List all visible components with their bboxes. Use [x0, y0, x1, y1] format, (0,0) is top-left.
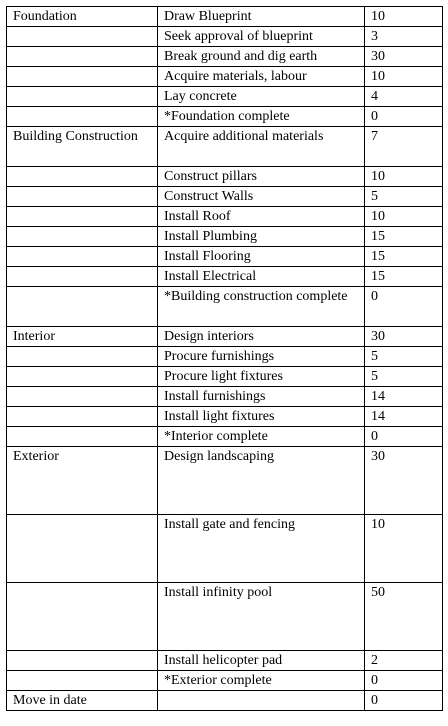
table-row [7, 267, 443, 287]
phase-cell [7, 207, 158, 227]
schedule-table [6, 6, 443, 711]
table-row [7, 7, 443, 27]
table-row [7, 651, 443, 671]
task-cell: *Building construction complete [158, 287, 365, 327]
duration-cell: 5 [365, 367, 443, 387]
table-row [7, 207, 443, 227]
task-cell: Install furnishings [158, 387, 365, 407]
duration-cell: 3 [365, 27, 443, 47]
phase-cell [7, 267, 158, 287]
duration-cell: 15 [365, 267, 443, 287]
duration-cell: 10 [365, 67, 443, 87]
phase-cell [7, 347, 158, 367]
table-row [7, 691, 443, 711]
task-cell: Install Plumbing [158, 227, 365, 247]
task-cell: Design interiors [158, 327, 365, 347]
table-row [7, 167, 443, 187]
duration-cell: 14 [365, 407, 443, 427]
table-row [7, 427, 443, 447]
phase-cell [7, 671, 158, 691]
task-cell: Procure furnishings [158, 347, 365, 367]
duration-cell: 10 [365, 207, 443, 227]
duration-cell: 5 [365, 347, 443, 367]
task-cell: Design landscaping [158, 447, 365, 515]
table-row [7, 47, 443, 67]
task-cell: Construct Walls [158, 187, 365, 207]
duration-cell: 50 [365, 583, 443, 651]
duration-cell: 10 [365, 167, 443, 187]
table-row [7, 127, 443, 167]
phase-cell [7, 651, 158, 671]
task-cell: Install Flooring [158, 247, 365, 267]
task-cell: Install infinity pool [158, 583, 365, 651]
duration-cell: 15 [365, 227, 443, 247]
schedule-table-body [7, 7, 443, 711]
phase-cell [7, 583, 158, 651]
phase-cell [7, 427, 158, 447]
task-cell: Install Roof [158, 207, 365, 227]
task-cell: *Exterior complete [158, 671, 365, 691]
phase-cell [7, 407, 158, 427]
task-cell: Acquire materials, labour [158, 67, 365, 87]
duration-cell: 15 [365, 247, 443, 267]
duration-cell: 0 [365, 691, 443, 711]
table-row [7, 327, 443, 347]
duration-cell: 2 [365, 651, 443, 671]
table-row [7, 447, 443, 515]
table-row [7, 187, 443, 207]
duration-cell: 30 [365, 327, 443, 347]
table-row [7, 67, 443, 87]
duration-cell: 5 [365, 187, 443, 207]
phase-cell: Foundation [7, 7, 158, 27]
table-row [7, 367, 443, 387]
phase-cell: Exterior [7, 447, 158, 515]
table-row [7, 87, 443, 107]
task-cell: Install light fixtures [158, 407, 365, 427]
table-row [7, 407, 443, 427]
table-row [7, 387, 443, 407]
phase-cell [7, 47, 158, 67]
table-row [7, 227, 443, 247]
task-cell: Lay concrete [158, 87, 365, 107]
phase-cell [7, 367, 158, 387]
table-row [7, 671, 443, 691]
duration-cell: 14 [365, 387, 443, 407]
duration-cell: 10 [365, 7, 443, 27]
task-cell: *Interior complete [158, 427, 365, 447]
task-cell: Install Electrical [158, 267, 365, 287]
phase-cell [7, 167, 158, 187]
phase-cell: Building Construction [7, 127, 158, 167]
task-cell [158, 691, 365, 711]
task-cell: Seek approval of blueprint [158, 27, 365, 47]
task-cell: Construct pillars [158, 167, 365, 187]
task-cell: Break ground and dig earth [158, 47, 365, 67]
table-row [7, 287, 443, 327]
duration-cell: 0 [365, 671, 443, 691]
phase-cell [7, 107, 158, 127]
task-cell: *Foundation complete [158, 107, 365, 127]
duration-cell: 0 [365, 107, 443, 127]
duration-cell: 7 [365, 127, 443, 167]
table-row [7, 347, 443, 367]
table-row [7, 247, 443, 267]
phase-cell [7, 287, 158, 327]
duration-cell: 30 [365, 47, 443, 67]
table-row [7, 515, 443, 583]
table-row [7, 27, 443, 47]
task-cell: Install gate and fencing [158, 515, 365, 583]
phase-cell: Interior [7, 327, 158, 347]
duration-cell: 10 [365, 515, 443, 583]
phase-cell [7, 387, 158, 407]
phase-cell [7, 227, 158, 247]
duration-cell: 30 [365, 447, 443, 515]
task-cell: Acquire additional materials [158, 127, 365, 167]
task-cell: Procure light fixtures [158, 367, 365, 387]
phase-cell [7, 27, 158, 47]
phase-cell [7, 247, 158, 267]
phase-cell [7, 87, 158, 107]
duration-cell: 0 [365, 427, 443, 447]
task-cell: Draw Blueprint [158, 7, 365, 27]
table-row [7, 107, 443, 127]
task-cell: Install helicopter pad [158, 651, 365, 671]
table-row [7, 583, 443, 651]
phase-cell [7, 187, 158, 207]
phase-cell [7, 67, 158, 87]
duration-cell: 4 [365, 87, 443, 107]
duration-cell: 0 [365, 287, 443, 327]
phase-cell [7, 515, 158, 583]
phase-cell: Move in date [7, 691, 158, 711]
